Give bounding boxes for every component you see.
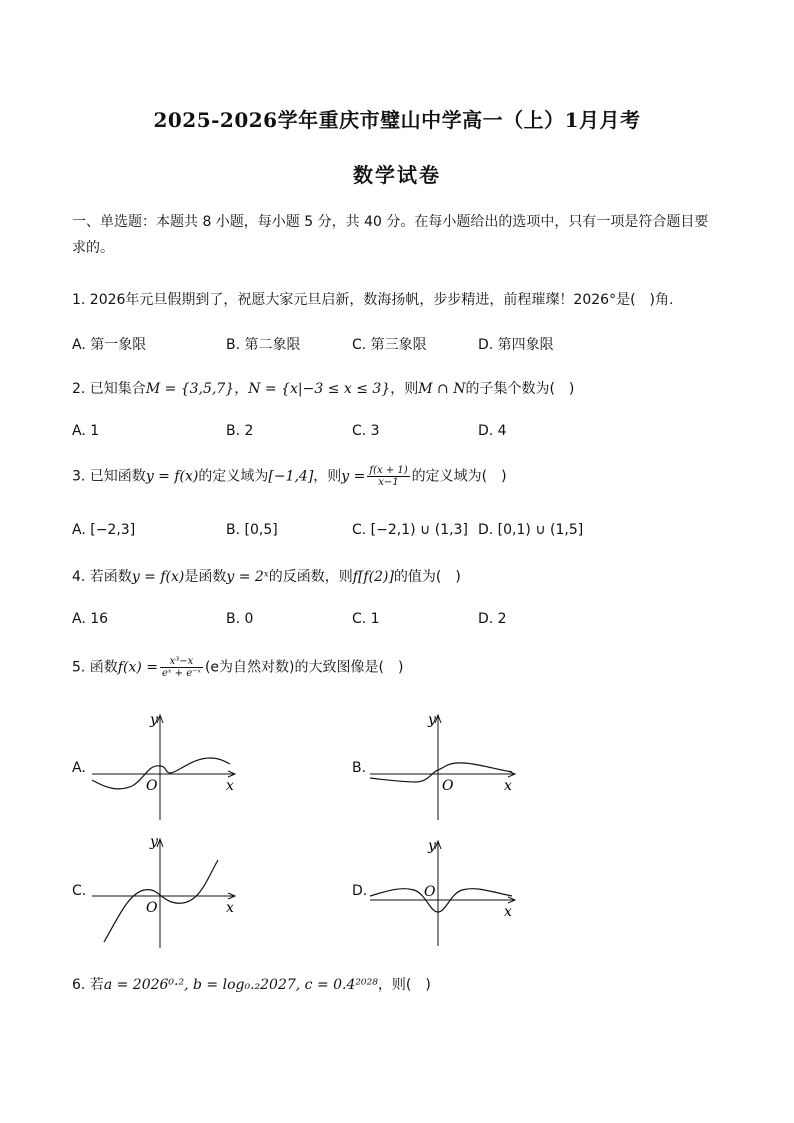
- question-4: 4. 若函数y = f(x)是函数y = 2ˣ的反函数，则f[f(2)]的值为( ): [72, 569, 461, 585]
- graph-b-label: B.: [352, 760, 367, 776]
- graph-a-origin: O: [146, 778, 158, 794]
- q3-option-c: C. [−2,1) ∪ (1,3]: [352, 522, 468, 538]
- q2-option-b: B. 2: [226, 423, 254, 439]
- graph-d-origin: O: [424, 884, 436, 900]
- q1-option-b: B. 第二象限: [226, 337, 301, 353]
- q2-option-c: C. 3: [352, 423, 380, 439]
- q2-option-d: D. 4: [478, 423, 507, 439]
- page-title: 2025-2026学年重庆市璧山中学高一（上）1月月考: [153, 108, 641, 132]
- q3-option-d: D. [0,1) ∪ (1,5]: [478, 522, 584, 538]
- graph-a-y-label: y: [150, 712, 158, 728]
- question-6: 6. 若a = 2026⁰·², b = log₀.₂2027, c = 0.4²⁰²⁸，则( ): [72, 977, 431, 993]
- graph-a: [88, 708, 248, 824]
- graph-d-x-label: x: [504, 904, 512, 920]
- graph-c-label: C.: [72, 883, 87, 899]
- question-1: 1. 2026年元旦假期到了，祝愿大家元旦启新，数海扬帆，步步精进，前程璀璨！2026°是( )角.: [72, 292, 674, 308]
- graph-c-origin: O: [146, 900, 158, 916]
- graph-a-label: A.: [72, 760, 86, 776]
- q1-option-c: C. 第三象限: [352, 337, 427, 353]
- q4-option-a: A. 16: [72, 611, 109, 627]
- page-subtitle: 数学试卷: [353, 163, 441, 187]
- graph-d: [366, 834, 526, 950]
- graph-b-x-label: x: [504, 778, 512, 794]
- q5-fraction: $\frac{\text{x³−x}}{\text{eˣ + e⁻ˣ}}$: [162, 656, 201, 679]
- graph-c: [88, 832, 248, 952]
- graph-d-y-label: y: [428, 838, 436, 854]
- q4-option-b: B. 0: [226, 611, 254, 627]
- q4-option-d: D. 2: [478, 611, 507, 627]
- q3-option-b: B. [0,5]: [226, 522, 278, 538]
- question-2: 2. 已知集合M = {3,5,7}，N = {x|−3 ≤ x ≤ 3}，则M ∩ N的子集个数为( ): [72, 381, 575, 397]
- graph-c-x-label: x: [226, 900, 234, 916]
- graph-b-y-label: y: [428, 712, 436, 728]
- q1-option-a: A. 第一象限: [72, 337, 147, 353]
- q1-option-d: D. 第四象限: [478, 337, 554, 353]
- graph-c-y-label: y: [150, 834, 158, 850]
- section-heading: 一、单选题：本题共 8 小题，每小题 5 分，共 40 分。在每小题给出的选项中，只有一项是符合题目要求的。: [72, 214, 709, 256]
- graph-b: [366, 708, 526, 824]
- graph-a-x-label: x: [226, 778, 234, 794]
- q2-option-a: A. 1: [72, 423, 100, 439]
- q3-option-a: A. [−2,3]: [72, 522, 136, 538]
- question-3: 3. 已知函数y = f(x)的定义域为[−1,4]，则y = $\frac{f(x + 1)}{x-1}$ 的定义域为( ): [72, 465, 507, 488]
- q4-option-c: C. 1: [352, 611, 380, 627]
- graph-d-label: D.: [352, 883, 368, 899]
- q3-fraction: $\frac{f(x + 1)}{x-1}$: [369, 465, 408, 488]
- graph-b-origin: O: [442, 778, 454, 794]
- question-5: 5. 函数f(x) = $\frac{\text{x³−x}}{\text{eˣ + e⁻ˣ}}$ (e为自然对数)的大致图像是( ): [72, 656, 404, 679]
